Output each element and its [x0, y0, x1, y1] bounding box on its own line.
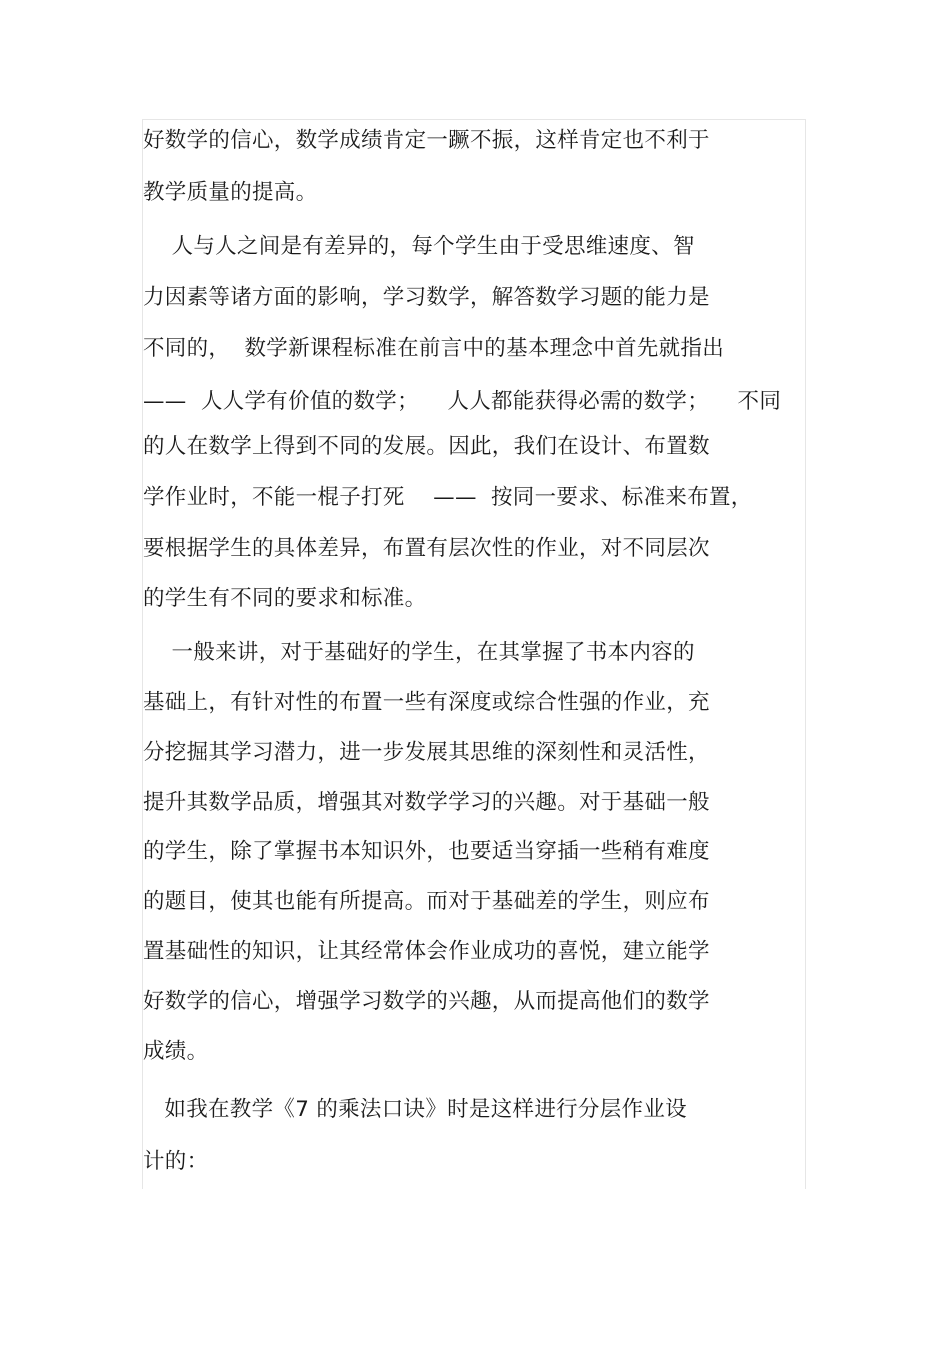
text-line-10: 的学生有不同的要求和标准。 — [143, 586, 427, 611]
text-line-14: 提升其数学品质，增强其对数学学习的兴趣。对于基础一般 — [143, 790, 710, 815]
text-line-18: 好数学的信心，增强学习数学的兴趣，从而提高他们的数学 — [143, 989, 710, 1014]
text-line-16: 的题目，使其也能有所提高。而对于基础差的学生，则应布 — [143, 889, 710, 914]
text-line-4: 力因素等诸方面的影响，学习数学，解答数学习题的能力是 — [143, 285, 710, 310]
text-line-2: 教学质量的提高。 — [143, 180, 318, 205]
text-line-9: 要根据学生的具体差异，布置有层次性的作业，对不同层次 — [143, 536, 710, 561]
text-line-8: 学作业时，不能一棍子打死 —— 按同一要求、标准来布置， — [143, 485, 753, 510]
text-line-15: 的学生，除了掌握书本知识外，也要适当穿插一些稍有难度 — [143, 839, 710, 864]
text-line-12: 基础上，有针对性的布置一些有深度或综合性强的作业，充 — [143, 690, 710, 715]
text-line-3: 人与人之间是有差异的，每个学生由于受思维速度、智 — [143, 234, 695, 259]
text-line-5: 不同的， 数学新课程标准在前言中的基本理念中首先就指出 — [143, 336, 725, 361]
text-line-13: 分挖掘其学习潜力，进一步发展其思维的深刻性和灵活性， — [143, 740, 710, 765]
text-line-1: 好数学的信心，数学成绩肯定一蹶不振，这样肯定也不利于 — [143, 128, 710, 153]
text-line-11: 一般来讲，对于基础好的学生，在其掌握了书本内容的 — [143, 640, 695, 665]
text-line-19: 成绩。 — [143, 1039, 209, 1064]
text-line-20: 如我在教学《7 的乘法口诀》时是这样进行分层作业设 — [143, 1097, 687, 1122]
text-line-17: 置基础性的知识，让其经常体会作业成功的喜悦，建立能学 — [143, 939, 710, 964]
text-line-7: 的人在数学上得到不同的发展。因此，我们在设计、布置数 — [143, 434, 710, 459]
text-line-21: 计的： — [143, 1149, 209, 1174]
text-line-6: —— 人人学有价值的数学； 人人都能获得必需的数学； 不同 — [143, 389, 782, 414]
